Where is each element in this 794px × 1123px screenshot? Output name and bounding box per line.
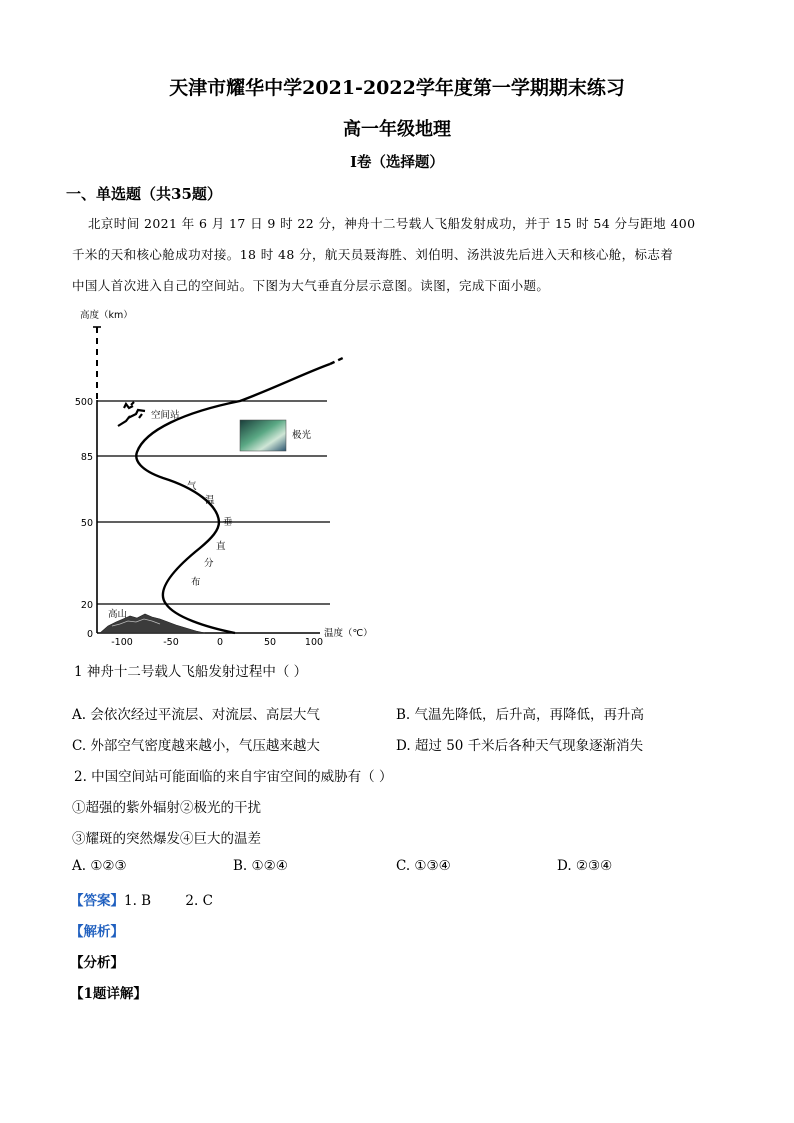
y-axis-label: 高度（km） [80,310,133,321]
question-2-statement-1: ①超强的紫外辐射②极光的干扰 [72,800,261,816]
aurora-label: 极光 [292,430,312,441]
y-tick-label: 500 [74,397,93,408]
passage-line-1: 北京时间 2021 年 6 月 17 日 9 时 22 分，神舟十二号载人飞船发射成功，并于 15 时 54 分与距地 400 [88,216,696,231]
question-1-option-a: A. 会依次经过平流层、对流层、高层大气 [72,707,320,723]
question-2-option-a: A. ①②③ [72,858,127,874]
aurora-image [240,420,286,451]
x-tick-label: 0 [216,637,224,645]
temperature-curve [136,364,330,633]
question-1-option-d: D. 超过 50 千米后各种天气现象逐渐消失 [396,738,644,754]
curve-label-char: 温 [205,495,215,506]
question-2-stem: 2. 中国空间站可能面临的来自宇宙空间的威胁有（ ） [74,769,393,785]
question-2-option-d: D. ②③④ [557,858,613,874]
answer-label: 【答案】 [70,893,124,909]
curve-label-char: 分 [204,558,214,569]
question-1-stem: 1 神舟十二号载人飞船发射过程中（ ） [74,664,308,680]
temperature-curve-dashed [330,357,345,364]
volume-title: I卷（选择题） [350,154,444,171]
curve-label-char: 气 [187,481,197,492]
x-axis-label: 温度（℃） [324,628,373,639]
space-station-label: 空间站 [151,410,180,421]
question-1-option-b: B. 气温先降低，后升高，再降低，再升高 [396,707,645,723]
question-2-option-b: B. ①②④ [233,858,288,874]
y-tick-label: 50 [80,518,93,529]
answer-value: 1. B 2. C [124,893,213,909]
page-title: 天津市耀华中学2021-2022学年度第一学期期末练习 [169,77,625,99]
y-tick-label: 85 [80,452,93,463]
question-2-option-c: C. ①③④ [396,858,451,874]
detail-1-label: 【1题详解】 [70,986,147,1002]
curve-label-char: 垂 [223,517,233,528]
section-heading: 一、单选题（共35题） [66,185,222,203]
passage-line-2: 千米的天和核心舱成功对接。18 时 48 分，航天员聂海胜、刘伯明、汤洪波先后进入天和核心舱，标志着 [72,247,674,262]
answer-line [70,889,213,909]
space-station-icon [118,402,145,426]
page-subtitle: 高一年级地理 [343,119,451,140]
x-tick-label: 50 [263,637,277,645]
curve-label-char: 布 [191,577,201,588]
analysis-label: 【解析】 [70,924,124,940]
y-tick-label: 20 [80,600,93,611]
x-tick-label: -100 [111,637,133,645]
curve-label-char: 直 [216,541,226,552]
atmosphere-layer-chart [60,300,390,645]
x-tick-label: -50 [163,637,179,645]
passage-line-3: 中国人首次进入自己的空间站。下图为大气垂直分层示意图。读图，完成下面小题。 [72,278,550,293]
question-1-option-c: C. 外部空气密度越来越小，气压越来越大 [72,738,320,754]
x-tick-label: 100 [304,637,324,645]
mountain-label: 高山 [108,609,128,620]
fenxi-label: 【分析】 [70,955,124,971]
y-tick-label: 0 [86,629,93,640]
question-2-statement-2: ③耀斑的突然爆发④巨大的温差 [72,831,261,847]
